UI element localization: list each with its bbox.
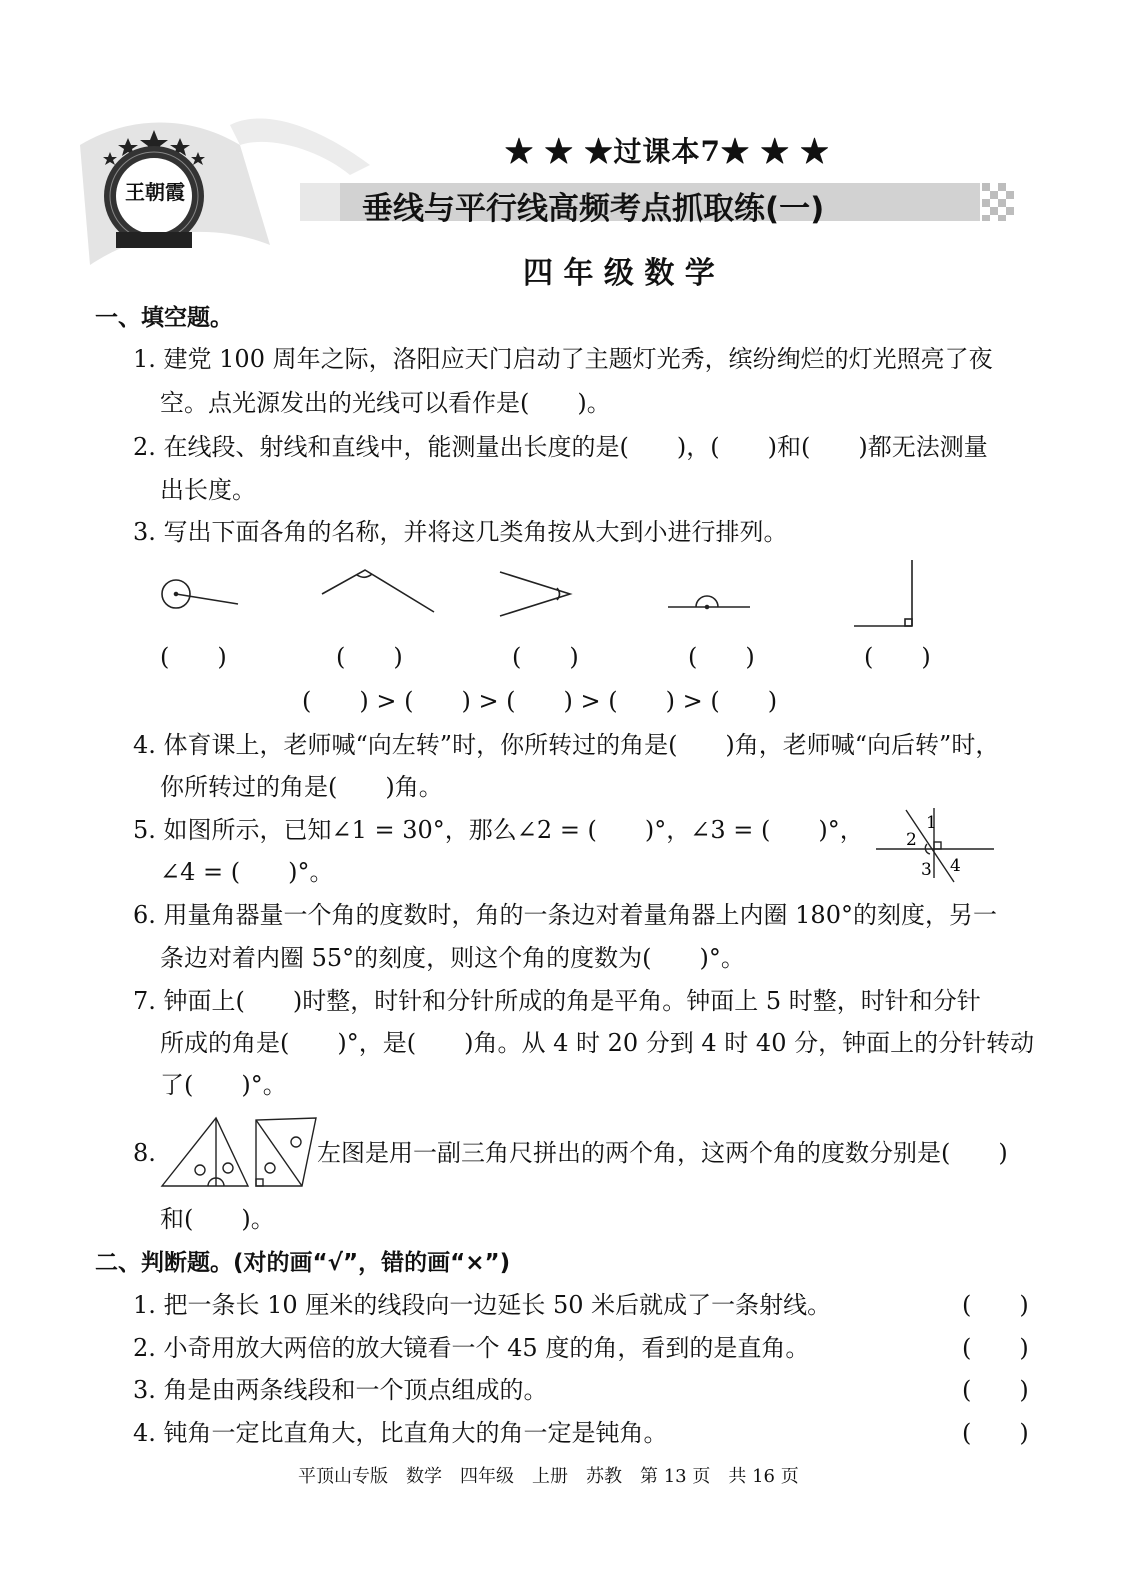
logo: [98, 128, 210, 253]
q7-line1: 7. 钟面上( )时整，时针和分针所成的角是平角。钟面上 5 时整，时针和分针: [133, 987, 981, 1015]
q5-label-2: 2: [906, 830, 917, 850]
q2-line2: 出长度。: [160, 476, 256, 504]
q5-label-3: 3: [921, 860, 932, 880]
logo-text: 王朝霞: [125, 180, 185, 204]
q5-label-4: 4: [950, 856, 961, 876]
q4-line1: 4. 体育课上，老师喊“向左转”时，你所转过的角是( )角，老师喊“向后转”时，: [133, 731, 1000, 759]
q1-line1: 1. 建党 100 周年之际，洛阳应天门启动了主题灯光秀，缤纷绚烂的灯光照亮了夜: [133, 345, 993, 373]
q2-line1: 2. 在线段、射线和直线中，能测量出长度的是( )，( )和( )都无法测量: [133, 433, 988, 461]
q5-angle-figure: [870, 808, 1000, 888]
q3-blank-5[interactable]: ( ): [864, 643, 931, 671]
q7-line3: 了( )°。: [160, 1071, 287, 1099]
judge-blank-1[interactable]: ( ): [962, 1291, 1029, 1319]
judge-item-2: 2. 小奇用放大两倍的放大镜看一个 45 度的角，看到的是直角。: [133, 1334, 810, 1362]
page-subtitle: 四 年 级 数 学: [523, 256, 715, 291]
q1-line2: 空。点光源发出的光线可以看作是( )。: [160, 389, 611, 417]
q5-line1: 5. 如图所示，已知∠1 = 30°，那么∠2 = ( )°，∠3 = ( )°，: [133, 816, 864, 844]
judge-blank-2[interactable]: ( ): [962, 1334, 1029, 1362]
q3-blank-4[interactable]: ( ): [688, 643, 755, 671]
section-heading-judge: 二、判断题。(对的画“√”，错的画“×”): [95, 1250, 511, 1276]
q3-blank-1[interactable]: ( ): [160, 643, 227, 671]
q3-blank-2[interactable]: ( ): [336, 643, 403, 671]
q4-line2: 你所转过的角是( )角。: [160, 773, 443, 801]
q8-triangles-figure: [160, 1116, 320, 1190]
judge-item-1: 1. 把一条长 10 厘米的线段向一边延长 50 米后就成了一条射线。: [133, 1291, 832, 1319]
judge-item-3: 3. 角是由两条线段和一个顶点组成的。: [133, 1376, 548, 1404]
page-footer: 平顶山专版 数学 四年级 上册 苏教 第 13 页 共 16 页: [298, 1466, 799, 1487]
q8-number: 8.: [133, 1139, 156, 1167]
q3-angle-figures: [150, 558, 930, 638]
judge-blank-3[interactable]: ( ): [962, 1376, 1029, 1404]
q8-line1: 左图是用一副三角尺拼出的两个角，这两个角的度数分别是( ): [317, 1139, 1008, 1167]
q6-line1: 6. 用量角器量一个角的度数时，角的一条边对着量角器上内圈 180°的刻度，另一: [133, 901, 997, 929]
page-title: 垂线与平行线高频考点抓取练(一): [362, 191, 825, 227]
q7-line2: 所成的角是( )°，是( )角。从 4 时 20 分到 4 时 40 分，钟面上的分针转动: [160, 1029, 1035, 1057]
q5-line2: ∠4 = ( )°。: [160, 858, 334, 886]
q5-label-1: 1: [926, 813, 937, 833]
section-heading-fill: 一、填空题。: [95, 305, 233, 331]
q3-order-blanks[interactable]: ( ) > ( ) > ( ) > ( ) > ( ): [302, 687, 778, 715]
series-label: ★ ★ ★过课本7★ ★ ★: [505, 135, 830, 168]
q3-blank-3[interactable]: ( ): [512, 643, 579, 671]
q3-text: 3. 写出下面各角的名称，并将这几类角按从大到小进行排列。: [133, 518, 788, 546]
q8-line2: 和( )。: [160, 1205, 275, 1233]
judge-blank-4[interactable]: ( ): [962, 1419, 1029, 1447]
q6-line2: 条边对着内圈 55°的刻度，则这个角的度数为( )°。: [160, 944, 745, 972]
judge-item-4: 4. 钝角一定比直角大，比直角大的角一定是钝角。: [133, 1419, 668, 1447]
